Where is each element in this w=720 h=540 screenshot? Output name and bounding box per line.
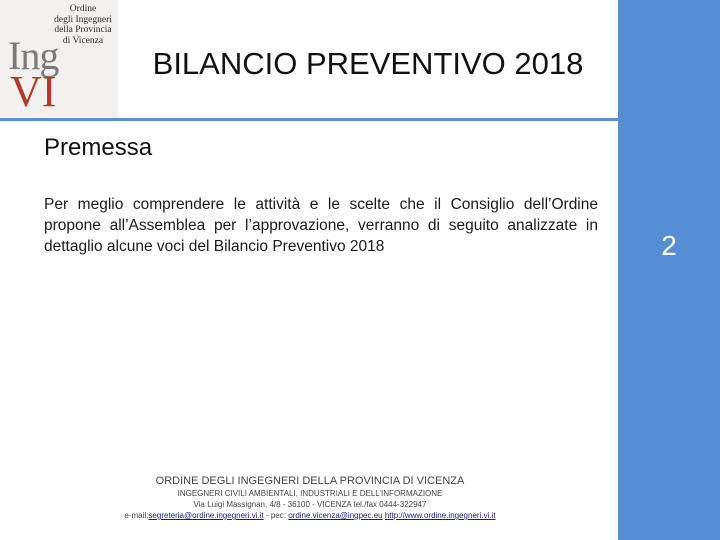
footer-website-link[interactable]: http://www.ordine.ingegneri.vi.it [384, 511, 496, 520]
footer-pec-link[interactable]: ordine.vicenza@ingpec.eu [288, 511, 383, 520]
logo-caption [50, 4, 116, 46]
footer-contacts [60, 510, 560, 521]
ordine-ingegneri-logo [0, 0, 118, 118]
logo-mark-vi: VI [10, 67, 57, 116]
body-paragraph: Per meglio comprendere le attività e le scelte che il Consiglio dell’Ordine propone all’Assemblea per l’approvazione, verranno di seguito analizzate in dettaglio alcune voci del Bilancio Preventivo 2018 [44, 196, 598, 255]
footer-pec-label: - pec: [265, 511, 286, 520]
logo-line-2: degli Ingegneri [54, 14, 112, 25]
footer [60, 474, 560, 521]
footer-email-label: e-mail: [124, 511, 149, 520]
title-divider [0, 118, 618, 121]
footer-organization: ORDINE DEGLI INGEGNERI DELLA PROVINCIA DI VICENZA [155, 475, 465, 487]
logo-line-4: di Vicenza [62, 35, 104, 46]
page-number: 2 [661, 230, 677, 261]
slide-title: BILANCIO PREVENTIVO 2018 [152, 46, 584, 81]
footer-sectors: INGEGNERI CIVILI AMBIENTALI, INDUSTRIALI E DELL’INFORMAZIONE [177, 489, 443, 498]
footer-address: Via Luigi Massignan, 4/8 - 36100 - VICENZA tel./fax 0444-322947 [193, 500, 427, 509]
section-heading: Premessa [44, 134, 153, 161]
right-sidebar-bar [618, 0, 720, 540]
logo-line-3: della Provincia [54, 25, 112, 35]
logo-mark-ing: Ing [8, 33, 59, 78]
logo-line-1: Ordine [69, 4, 97, 14]
footer-email-link[interactable]: segreteria@ordine.ingegneri.vi.it [148, 511, 264, 520]
